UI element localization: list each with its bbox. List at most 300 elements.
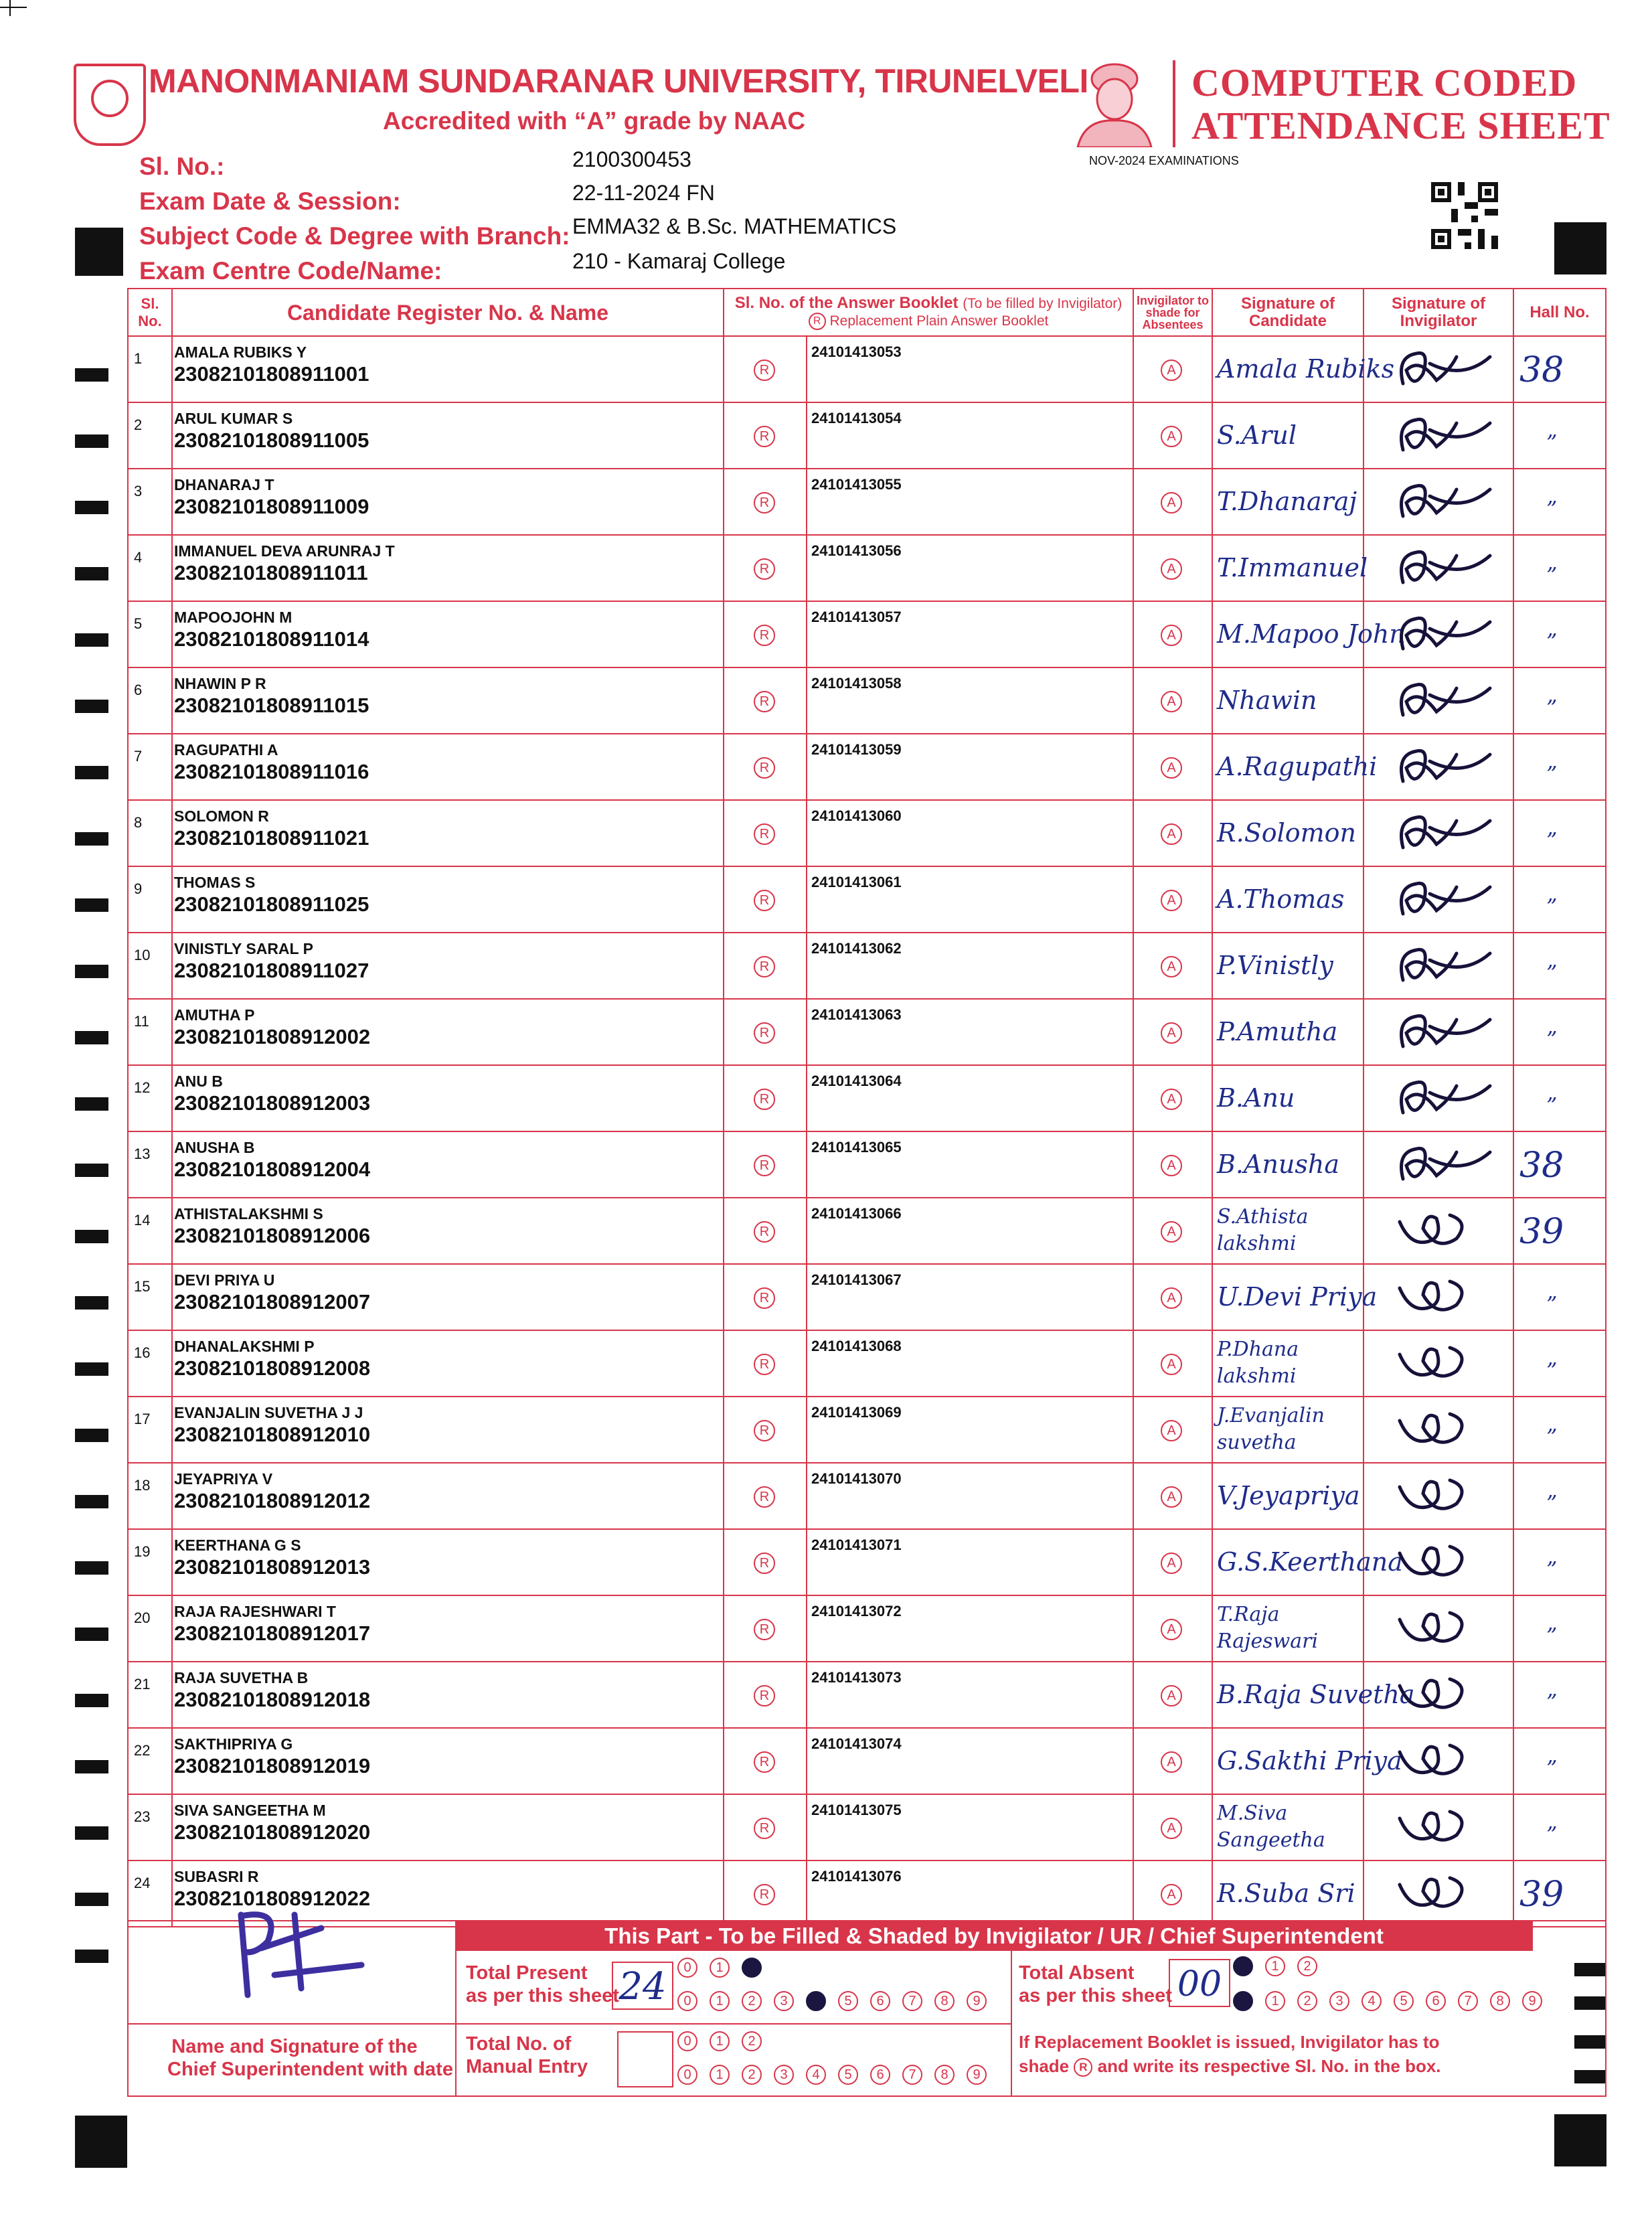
invigilator-signature	[1390, 1536, 1497, 1590]
candidate-register-no: 23082101808912013	[174, 1555, 371, 1579]
candidate-signature[interactable]: R.Solomon	[1217, 818, 1357, 848]
timing-mark	[75, 228, 123, 276]
candidate-signature[interactable]: T.Raja Rajeswari	[1217, 1603, 1319, 1653]
answer-booklet-no[interactable]: 24101413055	[811, 476, 902, 493]
replacement-bubble[interactable]: R	[754, 1751, 775, 1773]
footer-banner: This Part - To be Filled & Shaded by Invigilator / UR / Chief Superintendent	[455, 1921, 1533, 1951]
absent-units-bubble-4[interactable]: 4	[1361, 1991, 1382, 2011]
table-cell	[1212, 1861, 1364, 1927]
table-cell	[1363, 1861, 1514, 1927]
table-cell	[1363, 1331, 1514, 1397]
answer-booklet-no[interactable]: 24101413076	[811, 1868, 902, 1885]
total-absent-label	[1019, 1962, 1172, 2007]
table-cell	[1212, 403, 1364, 469]
absent-bubble[interactable]: A	[1161, 890, 1182, 911]
absent-bubble[interactable]: A	[1161, 1685, 1182, 1707]
hall-no[interactable]: ”	[1546, 1822, 1558, 1847]
answer-booklet-no[interactable]: 24101413056	[811, 542, 902, 559]
candidate-signature[interactable]: G.S.Keerthana	[1217, 1547, 1403, 1577]
row-sl-no: 23	[134, 1808, 151, 1825]
timing-mark	[75, 1362, 108, 1376]
table-cell	[806, 1132, 1134, 1198]
replacement-bubble[interactable]: R	[754, 360, 775, 381]
table-cell	[723, 602, 807, 668]
absent-units-bubble-1[interactable]: 1	[1265, 1991, 1285, 2011]
candidate-signature[interactable]: U.Devi Priya	[1217, 1282, 1378, 1312]
absent-bubble[interactable]: A	[1161, 956, 1182, 977]
answer-booklet-no[interactable]: 24101413067	[811, 1271, 902, 1288]
table-cell	[1212, 734, 1378, 801]
candidate-signature[interactable]: T.Immanuel	[1217, 553, 1368, 582]
candidate-signature[interactable]: P.Dhana lakshmi	[1217, 1338, 1299, 1388]
absent-units-bubble-7[interactable]: 7	[1458, 1991, 1478, 2011]
table-cell	[1212, 1795, 1364, 1861]
absent-units-bubble-5[interactable]: 5	[1394, 1991, 1414, 2011]
answer-booklet-no[interactable]: 24101413070	[811, 1470, 902, 1487]
timing-mark	[75, 434, 108, 448]
absent-bubble[interactable]: A	[1161, 1553, 1182, 1574]
table-cell	[1363, 1463, 1514, 1530]
university-name: MANONMANIAM SUNDARANAR UNIVERSITY, TIRUNELVELI	[149, 62, 1088, 100]
candidate-signature[interactable]: B.Raja Suvetha	[1217, 1680, 1415, 1709]
absent-units-bubble-8[interactable]: 8	[1490, 1991, 1510, 2011]
founder-portrait-icon	[1071, 59, 1158, 147]
answer-booklet-no[interactable]: 24101413061	[811, 874, 902, 890]
hall-no[interactable]: ”	[1546, 827, 1558, 853]
hall-no[interactable]: ”	[1546, 1291, 1558, 1317]
table-cell	[1363, 1132, 1514, 1198]
table-cell	[127, 1331, 173, 1397]
table-cell	[1133, 801, 1213, 867]
absent-units-bubble-2[interactable]: 2	[1297, 1991, 1317, 2011]
candidate-signature[interactable]: S.Arul	[1217, 420, 1297, 450]
table-cell	[171, 1132, 724, 1198]
row-sl-no: 14	[134, 1212, 151, 1229]
candidate-signature[interactable]: S.Athista lakshmi	[1217, 1205, 1309, 1255]
table-cell	[806, 668, 1134, 734]
absent-units-bubble-0[interactable]: 0	[1233, 1991, 1253, 2011]
hall-no[interactable]: ”	[1546, 1424, 1558, 1449]
candidate-signature[interactable]: M.Mapoo John	[1217, 619, 1406, 649]
candidate-register-no: 23082101808912019	[174, 1754, 371, 1777]
accreditation-text: Accredited with “A” grade by NAAC	[383, 107, 806, 135]
absent-bubble[interactable]: A	[1161, 1354, 1182, 1375]
hall-no[interactable]: 39	[1519, 1212, 1564, 1252]
table-cell	[1212, 1463, 1364, 1530]
hall-no[interactable]: ”	[1546, 430, 1558, 455]
table-cell	[806, 469, 1134, 536]
invigilator-signature	[1390, 940, 1497, 994]
manual-units-bubble-2[interactable]: 2	[742, 2065, 762, 2085]
table-cell	[806, 602, 1134, 668]
timing-mark	[75, 1694, 108, 1707]
field-value-subject: EMMA32 & B.Sc. MATHEMATICS	[572, 214, 897, 238]
candidate-signature[interactable]: Nhawin	[1217, 686, 1317, 715]
replacement-bubble[interactable]: R	[754, 1884, 775, 1905]
total-absent-box[interactable]: 00	[1169, 1959, 1230, 2007]
timing-mark	[75, 1893, 108, 1906]
hall-no[interactable]: ”	[1546, 1755, 1558, 1781]
replacement-bubble[interactable]: R	[754, 1354, 775, 1375]
absent-bubble[interactable]: A	[1161, 757, 1182, 779]
answer-booklet-no[interactable]: 24101413069	[811, 1404, 902, 1421]
replacement-bubble[interactable]: R	[754, 691, 775, 712]
hall-no[interactable]: ”	[1546, 960, 1558, 985]
table-cell	[127, 1198, 173, 1265]
manual-units-bubble-7[interactable]: 7	[902, 2065, 922, 2085]
table-cell	[723, 1662, 807, 1729]
answer-booklet-no[interactable]: 24101413057	[811, 609, 902, 625]
corner-cross-mark-v	[9, 0, 11, 16]
hall-no[interactable]: ”	[1546, 1490, 1558, 1516]
hall-no[interactable]: ”	[1546, 562, 1558, 588]
sheet-title-line1: COMPUTER CODED	[1191, 61, 1578, 104]
table-cell	[723, 1265, 807, 1331]
absent-bubble[interactable]: A	[1161, 1751, 1182, 1773]
candidate-signature[interactable]: A.Ragupathi	[1217, 752, 1378, 781]
manual-units-bubble-9[interactable]: 9	[967, 2065, 987, 2085]
candidate-register-no: 23082101808911011	[174, 561, 368, 584]
candidate-signature[interactable]: R.Suba Sri	[1217, 1879, 1355, 1908]
footer-divider-h	[127, 2023, 455, 2025]
answer-booklet-no[interactable]: 24101413068	[811, 1338, 902, 1354]
timing-mark	[75, 1628, 108, 1641]
manual-units-bubble-6[interactable]: 6	[870, 2065, 890, 2085]
exam-session-note: NOV-2024 EXAMINATIONS	[1089, 154, 1239, 167]
table-cell	[1513, 469, 1606, 536]
answer-booklet-no[interactable]: 24101413059	[811, 741, 902, 758]
manual-units-bubble-1[interactable]: 1	[710, 2065, 730, 2085]
table-cell	[1133, 1198, 1213, 1265]
field-label-sl-no: Sl. No.:	[139, 153, 225, 180]
absent-bubble[interactable]: A	[1161, 691, 1182, 712]
hall-no[interactable]: ”	[1546, 1557, 1558, 1582]
replacement-bubble[interactable]: R	[754, 1089, 775, 1110]
absent-bubble[interactable]: A	[1161, 1089, 1182, 1110]
replacement-bubble[interactable]: R	[754, 1685, 775, 1707]
replacement-bubble[interactable]: R	[754, 1287, 775, 1309]
row-sl-no: 24	[134, 1875, 151, 1891]
replacement-bubble[interactable]: R	[754, 625, 775, 646]
manual-tens-bubble-0[interactable]: 0	[677, 2031, 697, 2051]
replacement-bubble[interactable]: R	[754, 823, 775, 845]
table-row	[127, 734, 1606, 801]
table-cell	[806, 1795, 1134, 1861]
table-cell	[1513, 403, 1606, 469]
candidate-signature[interactable]: P.Vinistly	[1217, 951, 1333, 980]
absent-bubble[interactable]: A	[1161, 1486, 1182, 1508]
table-cell	[1513, 1596, 1606, 1662]
row-sl-no: 5	[134, 615, 143, 632]
table-cell	[1212, 1729, 1402, 1795]
manual-tens-bubble-1[interactable]: 1	[710, 2031, 730, 2051]
replacement-bubble[interactable]: R	[754, 1619, 775, 1640]
answer-booklet-no[interactable]: 24101413071	[811, 1536, 902, 1553]
candidate-signature[interactable]: J.Evanjalin suvetha	[1217, 1404, 1325, 1454]
row-sl-no: 8	[134, 814, 143, 831]
present-units-bubble-0[interactable]: 0	[677, 1991, 697, 2011]
absent-bubble[interactable]: A	[1161, 360, 1182, 381]
absent-bubble[interactable]: A	[1161, 1818, 1182, 1839]
absent-tens-bubble-1[interactable]: 1	[1265, 1956, 1285, 1976]
answer-booklet-no[interactable]: 24101413058	[811, 675, 902, 692]
present-units-bubble-4[interactable]: 4	[806, 1991, 826, 2011]
candidate-name: AMUTHA P	[174, 1006, 255, 1024]
absent-bubble[interactable]: A	[1161, 625, 1182, 646]
invigilator-signature	[1390, 1338, 1497, 1391]
university-logo	[74, 64, 146, 146]
table-cell	[171, 1265, 724, 1331]
candidate-name: AMALA RUBIKS Y	[174, 343, 307, 361]
replacement-bubble[interactable]: R	[754, 956, 775, 977]
replacement-bubble[interactable]: R	[754, 890, 775, 911]
timing-mark	[75, 1826, 108, 1840]
replacement-bubble[interactable]: R	[754, 1155, 775, 1176]
absent-bubble[interactable]: A	[1161, 1619, 1182, 1640]
invigilator-signature	[1390, 609, 1497, 662]
hall-no[interactable]: ”	[1546, 496, 1558, 522]
table-row	[127, 801, 1606, 867]
table-cell	[723, 801, 807, 867]
hall-no[interactable]: ”	[1546, 629, 1558, 654]
total-present-line1: Total Present	[466, 1962, 588, 1984]
table-cell	[1212, 668, 1364, 734]
replacement-bubble[interactable]: R	[754, 1420, 775, 1441]
absent-bubble[interactable]: A	[1161, 1022, 1182, 1044]
candidate-register-no: 23082101808912003	[174, 1091, 371, 1115]
table-cell	[723, 1729, 807, 1795]
hall-no[interactable]: 38	[1519, 350, 1564, 390]
absent-units-bubble-3[interactable]: 3	[1329, 1991, 1349, 2011]
replacement-bubble[interactable]: R	[754, 492, 775, 513]
table-cell	[171, 1596, 724, 1662]
candidate-signature[interactable]: B.Anusha	[1217, 1150, 1340, 1179]
field-label-centre: Exam Centre Code/Name:	[139, 257, 442, 285]
table-cell	[171, 734, 724, 801]
timing-mark	[75, 1429, 108, 1442]
candidate-register-no: 23082101808912002	[174, 1025, 371, 1048]
candidate-signature[interactable]: A.Thomas	[1217, 884, 1345, 914]
hall-no[interactable]: ”	[1546, 1689, 1558, 1715]
table-cell	[1513, 337, 1606, 403]
candidate-register-no: 23082101808911005	[174, 428, 369, 452]
answer-booklet-no[interactable]: 24101413054	[811, 410, 902, 426]
table-row	[127, 1265, 1606, 1331]
table-cell	[1133, 1132, 1213, 1198]
absent-bubble[interactable]: A	[1161, 1287, 1182, 1309]
table-cell	[1133, 1662, 1213, 1729]
table-cell	[1133, 1596, 1213, 1662]
manual-entry-line1: Total No. of	[466, 2033, 572, 2055]
timing-mark	[75, 368, 108, 382]
table-row	[127, 933, 1606, 1000]
table-row	[127, 668, 1606, 734]
header-candidate: Candidate Register No. & Name	[171, 288, 724, 337]
table-cell	[1513, 668, 1606, 734]
candidate-name: DEVI PRIYA U	[174, 1271, 275, 1289]
table-cell	[1212, 1530, 1403, 1596]
present-units-bubble-5[interactable]: 5	[838, 1991, 858, 2011]
present-units-bubble-6[interactable]: 6	[870, 1991, 890, 2011]
hall-no[interactable]: 39	[1519, 1875, 1564, 1915]
manual-units-bubble-3[interactable]: 3	[774, 2065, 794, 2085]
absent-bubble[interactable]: A	[1161, 558, 1182, 580]
absent-bubble[interactable]: A	[1161, 823, 1182, 845]
present-units-bubble-7[interactable]: 7	[902, 1991, 922, 2011]
table-cell	[1133, 469, 1213, 536]
replacement-note-line1: If Replacement Booklet is issued, Invigilator has to	[1019, 2032, 1440, 2052]
replacement-bubble[interactable]: R	[754, 558, 775, 580]
candidate-signature[interactable]: B.Anu	[1217, 1083, 1295, 1113]
present-units-bubble-3[interactable]: 3	[774, 1991, 794, 2011]
present-units-bubble-8[interactable]: 8	[934, 1991, 955, 2011]
candidate-register-no: 23082101808911025	[174, 892, 369, 916]
answer-booklet-no[interactable]: 24101413074	[811, 1735, 902, 1752]
timing-mark	[75, 633, 108, 647]
table-cell	[127, 469, 173, 536]
candidate-signature[interactable]: V.Jeyapriya	[1217, 1481, 1360, 1510]
present-tens-bubble-1[interactable]: 1	[710, 1958, 730, 1978]
table-cell	[1212, 337, 1395, 403]
table-cell	[171, 1331, 724, 1397]
answer-booklet-no[interactable]: 24101413064	[811, 1073, 902, 1089]
answer-booklet-no[interactable]: 24101413072	[811, 1603, 902, 1619]
replacement-bubble[interactable]: R	[754, 757, 775, 779]
table-cell	[1513, 1265, 1606, 1331]
table-cell	[806, 1198, 1134, 1265]
absent-units-bubble-9[interactable]: 9	[1522, 1991, 1542, 2011]
timing-mark	[75, 1230, 108, 1243]
table-cell	[1212, 1198, 1364, 1265]
table-cell	[806, 1265, 1134, 1331]
table-cell	[1513, 1331, 1606, 1397]
invigilator-signature	[1390, 874, 1497, 927]
table-cell	[1513, 801, 1606, 867]
table-cell	[1513, 1198, 1606, 1265]
candidate-name: DHANALAKSHMI P	[174, 1338, 315, 1355]
row-sl-no: 18	[134, 1477, 151, 1494]
absent-bubble[interactable]: A	[1161, 1884, 1182, 1905]
table-cell	[1363, 1662, 1514, 1729]
hall-no[interactable]: ”	[1546, 1358, 1558, 1383]
replacement-bubble[interactable]: R	[754, 1022, 775, 1044]
candidate-name: VINISTLY SARAL P	[174, 940, 313, 957]
present-tens-bubble-2[interactable]: 2	[742, 1958, 762, 1978]
absent-units-bubble-6[interactable]: 6	[1426, 1991, 1446, 2011]
absent-tens-bubble-2[interactable]: 2	[1297, 1956, 1317, 1976]
answer-booklet-no[interactable]: 24101413062	[811, 940, 902, 957]
replacement-note-pre: shade	[1019, 2056, 1070, 2076]
candidate-signature[interactable]: P.Amutha	[1217, 1017, 1338, 1046]
candidate-signature[interactable]: T.Dhanaraj	[1217, 487, 1357, 516]
answer-booklet-no[interactable]: 24101413063	[811, 1006, 902, 1023]
chief-sig-label	[167, 2035, 453, 2081]
table-cell	[1513, 1463, 1606, 1530]
answer-booklet-no[interactable]: 24101413060	[811, 807, 902, 824]
table-cell	[127, 1397, 173, 1463]
absent-tens-bubble-0[interactable]: 0	[1233, 1956, 1253, 1976]
header-sig-candidate: Signature of Candidate	[1212, 288, 1364, 337]
candidate-signature[interactable]: G.Sakthi Priya	[1217, 1746, 1402, 1775]
present-units-bubble-1[interactable]: 1	[710, 1991, 730, 2011]
table-cell	[1363, 734, 1514, 801]
manual-entry-box[interactable]	[617, 2031, 673, 2087]
invigilator-signature	[1390, 1868, 1497, 1921]
answer-booklet-no[interactable]: 24101413075	[811, 1802, 902, 1818]
answer-booklet-no[interactable]: 24101413065	[811, 1139, 902, 1156]
absent-bubble[interactable]: A	[1161, 1221, 1182, 1243]
replacement-bubble[interactable]: R	[754, 1553, 775, 1574]
table-cell	[1513, 1000, 1606, 1066]
table-cell	[806, 1066, 1134, 1132]
candidate-signature[interactable]: M.Siva Sangeetha	[1217, 1802, 1325, 1852]
total-present-box[interactable]: 24	[612, 1962, 673, 2010]
replacement-bubble[interactable]: R	[754, 1221, 775, 1243]
replacement-bubble[interactable]: R	[754, 1486, 775, 1508]
hall-no[interactable]: 38	[1519, 1145, 1564, 1186]
timing-mark	[75, 2116, 127, 2168]
present-units-bubble-9[interactable]: 9	[967, 1991, 987, 2011]
hall-no[interactable]: ”	[1546, 1093, 1558, 1118]
table-cell	[1363, 1066, 1514, 1132]
table-cell	[1212, 1331, 1364, 1397]
hall-no[interactable]: ”	[1546, 761, 1558, 787]
manual-units-bubble-0[interactable]: 0	[677, 2065, 697, 2085]
absent-bubble[interactable]: A	[1161, 1155, 1182, 1176]
table-cell	[127, 1861, 173, 1927]
table-cell	[127, 1463, 173, 1530]
answer-booklet-no[interactable]: 24101413053	[811, 343, 902, 360]
present-units-bubble-2[interactable]: 2	[742, 1991, 762, 2011]
table-cell	[723, 536, 807, 602]
invigilator-signature	[1390, 343, 1497, 397]
absent-bubble[interactable]: A	[1161, 1420, 1182, 1441]
absent-bubble[interactable]: A	[1161, 426, 1182, 447]
table-cell	[1133, 1066, 1213, 1132]
hall-no[interactable]: ”	[1546, 1623, 1558, 1648]
replacement-bubble[interactable]: R	[754, 426, 775, 447]
row-sl-no: 1	[134, 350, 143, 367]
chief-sig-label-line2: Chief Superintendent with date	[167, 2059, 453, 2080]
hall-no[interactable]: ”	[1546, 695, 1558, 720]
table-cell	[127, 1132, 173, 1198]
manual-units-bubble-5[interactable]: 5	[838, 2065, 858, 2085]
answer-booklet-no[interactable]: 24101413073	[811, 1669, 902, 1686]
table-cell	[1212, 1066, 1364, 1132]
candidate-signature[interactable]: Amala Rubiks	[1217, 354, 1395, 384]
hall-no[interactable]: ”	[1546, 1026, 1558, 1052]
present-tens-bubble-0[interactable]: 0	[677, 1958, 697, 1978]
manual-tens-bubble-2[interactable]: 2	[742, 2031, 762, 2051]
table-cell	[127, 1000, 173, 1066]
table-cell	[723, 337, 807, 403]
table-cell	[1133, 1861, 1213, 1927]
manual-units-bubble-8[interactable]: 8	[934, 2065, 955, 2085]
invigilator-signature	[1390, 1073, 1497, 1126]
candidate-name: IMMANUEL DEVA ARUNRAJ T	[174, 542, 395, 560]
hall-no[interactable]: ”	[1546, 894, 1558, 919]
candidate-name: SIVA SANGEETHA M	[174, 1802, 326, 1819]
manual-units-bubble-4[interactable]: 4	[806, 2065, 826, 2085]
replacement-bubble[interactable]: R	[754, 1818, 775, 1839]
row-sl-no: 9	[134, 880, 143, 897]
timing-mark	[75, 700, 108, 713]
absent-bubble[interactable]: A	[1161, 492, 1182, 513]
header-booklet-title: Sl. No. of the Answer Booklet	[734, 293, 959, 312]
timing-mark	[75, 1164, 108, 1177]
table-cell	[1513, 536, 1606, 602]
answer-booklet-no[interactable]: 24101413066	[811, 1205, 902, 1222]
